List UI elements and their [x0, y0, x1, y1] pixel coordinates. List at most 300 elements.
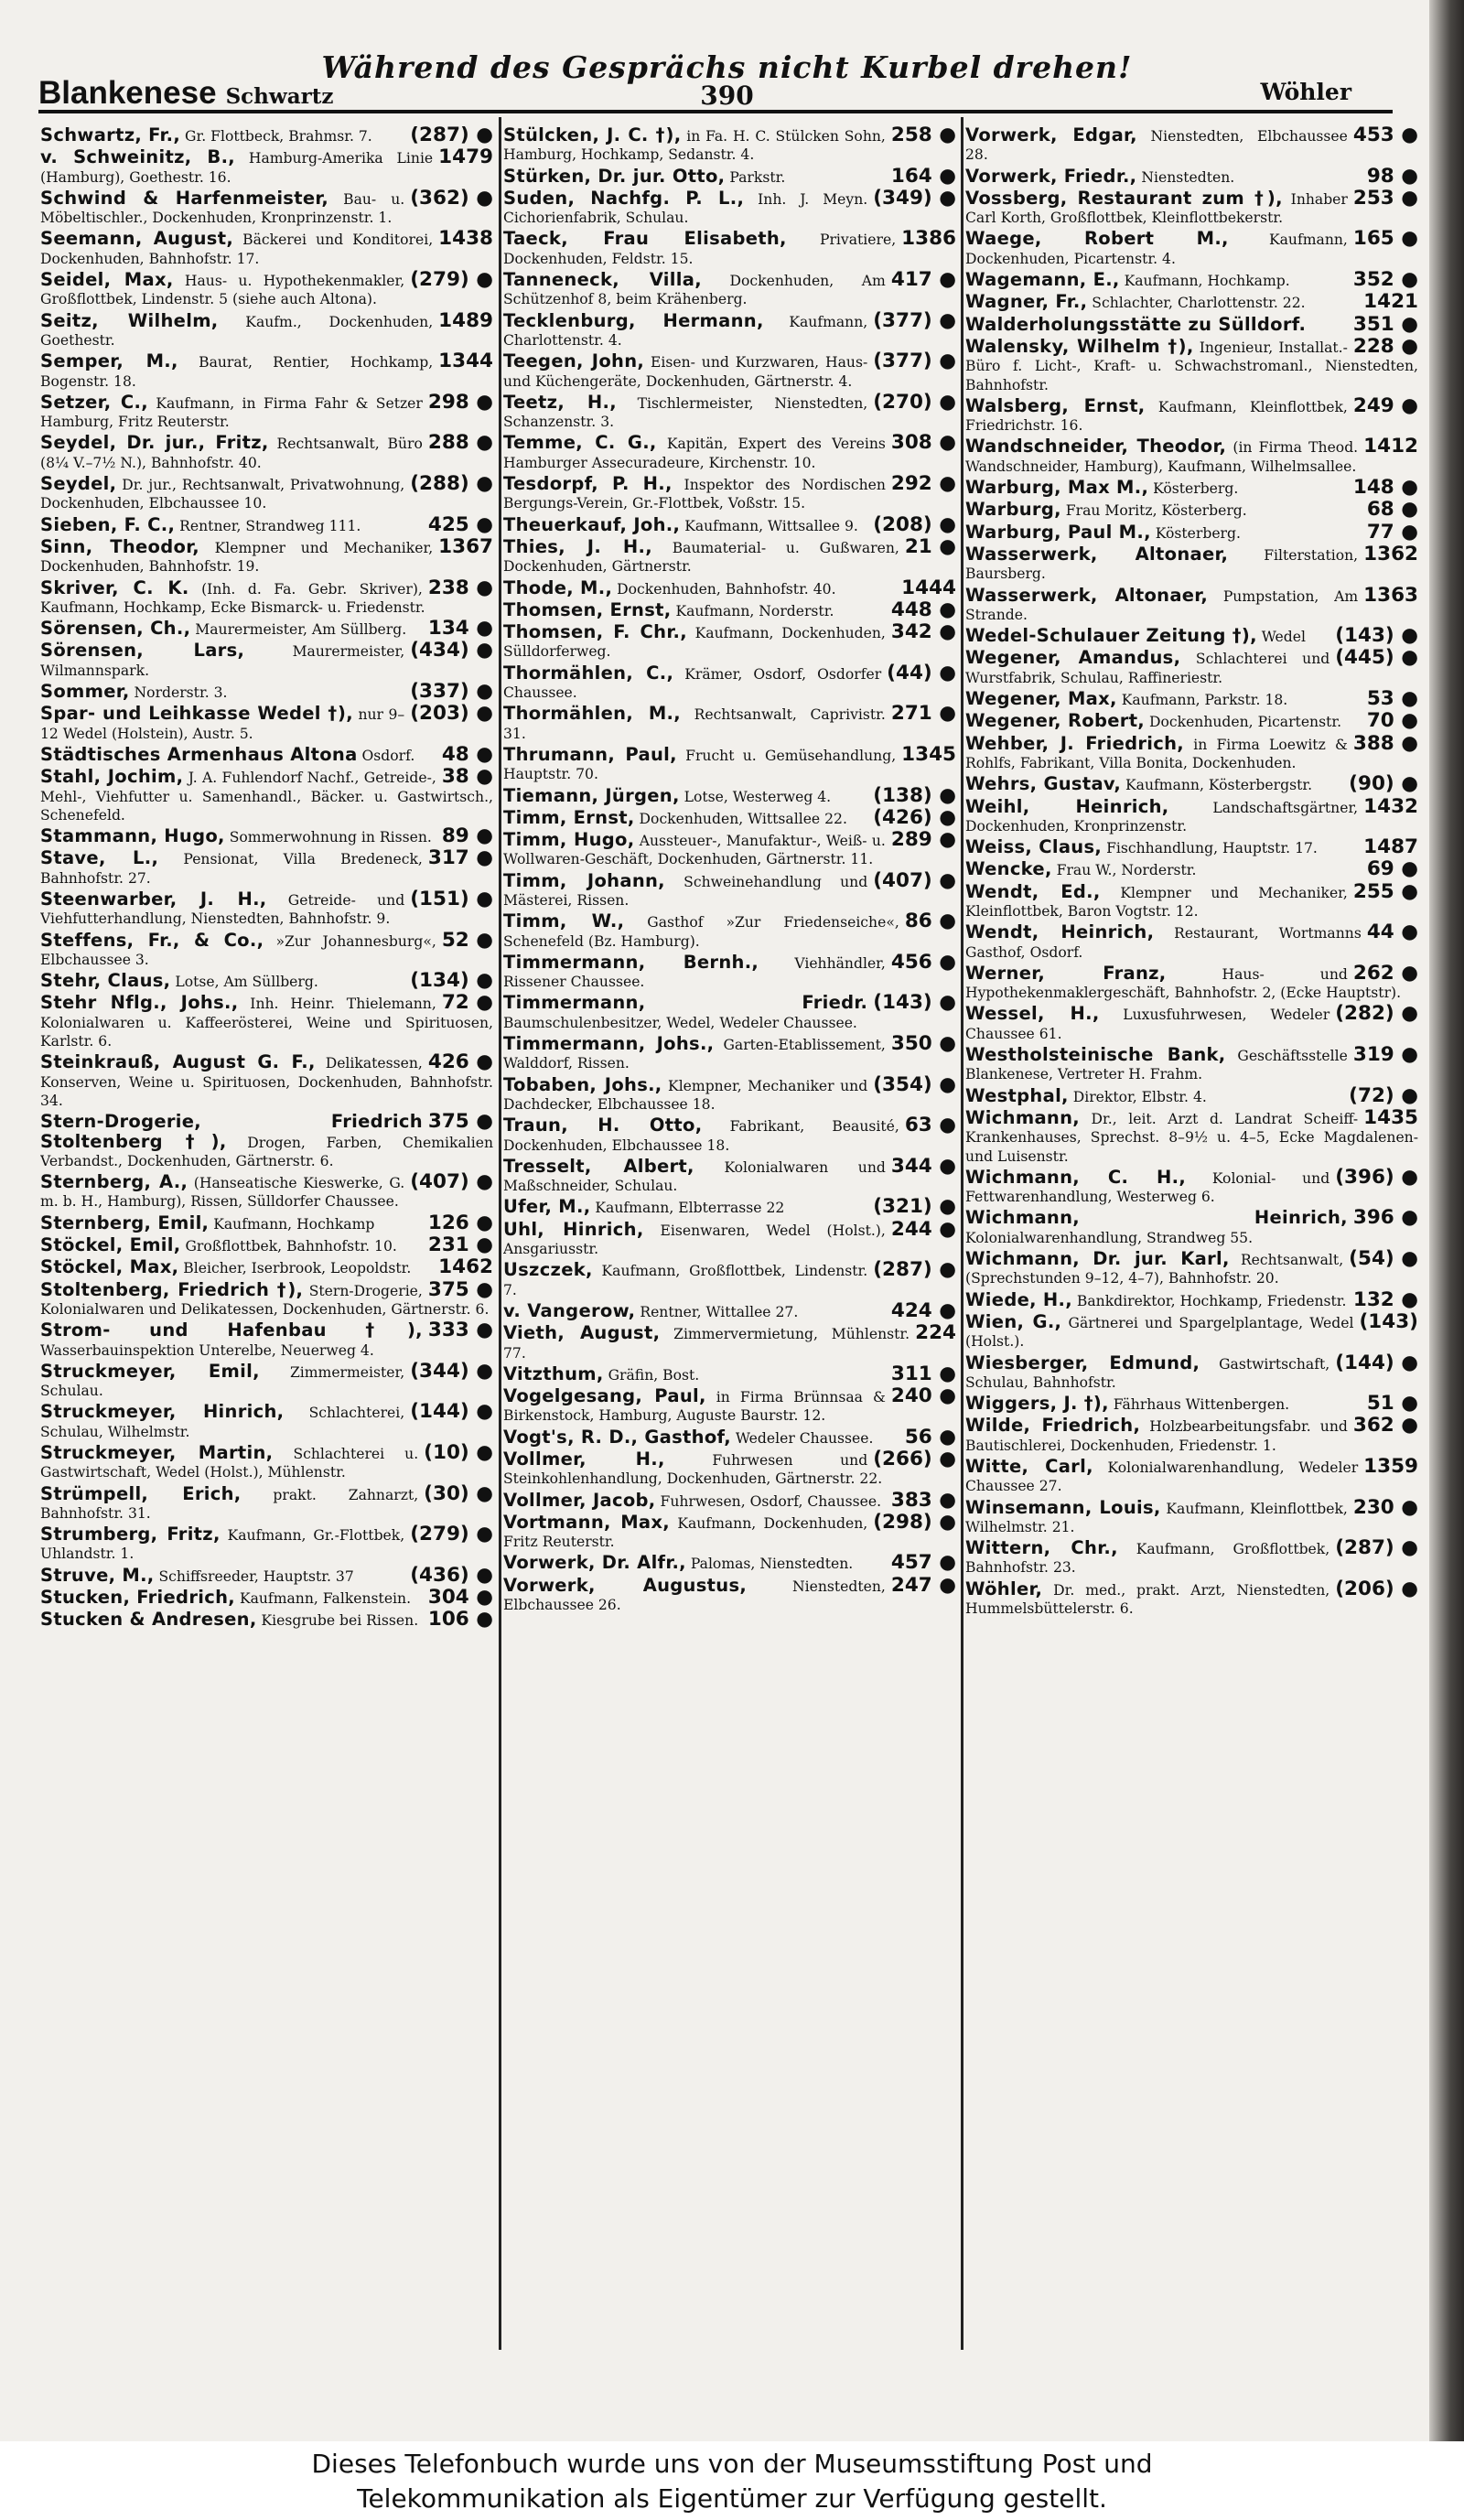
directory-entry [40, 742, 493, 766]
directory-entry [40, 1050, 493, 1110]
directory-entry [503, 620, 956, 662]
entry-description: Privatiere, Dockenhuden, Feldstr. 15. [503, 232, 897, 267]
phone-number: 1462 [438, 1255, 493, 1279]
entry-name: Thormählen, C., [503, 662, 674, 684]
entry-description: in Firma Loewitz & Rohlfs, Fabrikant, Villa Bonita, Dockenhuden. [965, 736, 1348, 771]
phone-number: (396) ● [1335, 1165, 1418, 1189]
phone-number: 417 ● [890, 268, 956, 292]
directory-entry [503, 912, 956, 951]
entry-name: Wichmann, C. H., [965, 1166, 1187, 1188]
entry-description: Dr. jur., Rechtsanwalt, Privatwohnung, Dockenhuden, Elbchaussee 10. [40, 477, 405, 512]
entry-name: Setzer, C., [40, 391, 148, 413]
entry-name: Timmermann, Friedr. [503, 992, 868, 1014]
directory-entry [503, 576, 956, 599]
phone-number: 453 ● [1352, 126, 1418, 146]
directory-entry [40, 431, 493, 472]
entry-description: Tischlermeister, Nienstedten, Schanzenstr. 3. [503, 394, 868, 431]
directory-entry [503, 512, 956, 536]
entry-description: Schlachterei u. Gastwirtschaft, Wedel (Holst.), Mühlenstr. [40, 1446, 419, 1481]
entry-name: Wessel, H., [965, 1003, 1100, 1025]
entry-description: Parkstr. [729, 168, 786, 186]
phone-number: (287) ● [873, 1258, 956, 1282]
directory-entry [40, 472, 493, 513]
entry-name: Seydel, [40, 473, 117, 495]
entry-description: (Inh. d. Fa. Gebr. Skriver), Kaufmann, Hochkamp, Ecke Bismarck- u. Friedenstr. [40, 580, 425, 616]
phone-number: 342 ● [890, 620, 956, 644]
entry-name: Walsberg, Ernst, [965, 394, 1146, 416]
directory-entry [965, 1536, 1418, 1578]
entry-name: Vitzthum, [503, 1362, 604, 1384]
phone-number: (143) [1359, 1309, 1418, 1333]
entry-name: Wencke, [965, 858, 1052, 880]
phone-number: 44 ● [1366, 921, 1418, 944]
directory-entry [503, 1154, 956, 1196]
phone-number: 68 ● [1366, 498, 1418, 522]
directory-entry [503, 1425, 956, 1448]
column-divider [499, 117, 501, 2350]
entry-description: Bankdirektor, Hochkamp, Friedenstr. [1076, 1292, 1347, 1309]
entry-description: Restaurant, Wortmanns Gasthof, Osdorf. [965, 925, 1362, 961]
directory-entry [965, 1002, 1418, 1043]
entry-name: Skriver, C. K. [40, 576, 189, 598]
entry-description: Schlachterei und Wurstfabrik, Schulau, Raffineriestr. [965, 651, 1330, 686]
entry-description: Bau- u. Möbeltischler., Dockenhuden, Kronprinzenstr. 1. [40, 190, 405, 227]
phone-number: 448 ● [890, 598, 956, 621]
entry-description: Kaufm., Dockenhuden, Goethestr. [40, 313, 434, 349]
phone-number: 21 ● [904, 534, 956, 558]
entry-name: Vogt's, R. D., Gasthof, [503, 1426, 731, 1448]
entry-name: Vorwerk, Augustus, [503, 1574, 748, 1596]
phone-number: 164 ● [890, 164, 956, 188]
phone-number: 238 ● [427, 576, 493, 599]
phone-number: 1438 [438, 227, 493, 251]
directory-entry [503, 1573, 956, 1615]
entry-name: Werner, Franz, [965, 962, 1167, 984]
entry-description: Krämer, Osdorf, Osdorfer Chaussee. [503, 665, 882, 702]
entry-description: Kaufmann, Dockenhuden, Sülldorferweg. [503, 625, 886, 661]
entry-name: Warburg, [965, 499, 1061, 521]
phone-number: 383 ● [890, 1488, 956, 1512]
phone-number: (349) ● [873, 186, 956, 210]
phone-number: 292 ● [890, 472, 956, 496]
directory-entry [503, 1384, 956, 1426]
entry-description: Maurermeister, Wilmannspark. [40, 643, 405, 679]
directory-entry [503, 828, 956, 869]
entry-name: Wasserwerk, Altonaer, [965, 584, 1209, 606]
entry-description: Norderstr. 3. [134, 684, 228, 702]
entry-name: Stülcken, J. C. †), [503, 126, 682, 145]
entry-description: Kaufmann, Dockenhuden, Picartenstr. 4. [965, 232, 1348, 267]
phone-number: 350 ● [890, 1032, 956, 1056]
directory-entry [503, 783, 956, 807]
entry-name: Thomsen, Ernst, [503, 598, 672, 620]
phone-number: 165 ● [1352, 227, 1418, 251]
phone-number: 70 ● [1366, 709, 1418, 733]
directory-entry [40, 991, 493, 1050]
directory-entry [503, 1195, 956, 1219]
directory-entry [40, 846, 493, 888]
entry-name: Wagner, Fr., [965, 291, 1088, 313]
entry-description: Bleicher, Iserbrook, Leopoldstr. [183, 1260, 412, 1277]
entry-description: Gastwirtschaft, Schulau, Bahnhofstr. [965, 1355, 1330, 1391]
phone-number: 224 [915, 1321, 956, 1345]
entry-description: Stern-Drogerie, Kolonialwaren und Delikatessen, Dockenhuden, Gärtnerstr. 6. [40, 1282, 490, 1318]
phone-number: 1421 [1363, 290, 1418, 314]
phone-number: 424 ● [890, 1298, 956, 1322]
entry-name: Vogelgesang, Paul, [503, 1385, 706, 1407]
directory-entry [40, 308, 493, 350]
entry-description: Dockenhuden, Am Schützenhof 8, beim Krähenberg. [503, 273, 886, 308]
footer-line-2: Telekommunikation als Eigentümer zur Verfügung gestellt. [357, 2483, 1107, 2514]
entry-description: Kaufmann, Kleinflottbek, Friedrichstr. 16. [965, 398, 1348, 435]
entry-name: Westholsteinische Bank, [965, 1044, 1226, 1066]
entry-description: Dockenhuden, Wittsallee 22. [639, 810, 847, 827]
entry-description: Kösterberg. [1155, 524, 1241, 542]
phone-number: 53 ● [1366, 687, 1418, 711]
directory-entry [40, 1211, 493, 1234]
phone-number: 240 ● [890, 1384, 956, 1408]
entry-description: Kaufmann, Parkstr. 18. [1121, 692, 1288, 709]
entry-description: Dockenhuden, Bahnhofstr. 40. [617, 580, 836, 598]
phone-number: (206) ● [1335, 1577, 1418, 1600]
entry-description: Rechtsanwalt, Büro (8¼ V.–7½ N.), Bahnhofstr. 40. [40, 436, 423, 471]
entry-description: Kaufmann, Hochkamp. [1124, 273, 1290, 290]
entry-description: Gr. Flottbeck, Brahmsr. 7. [185, 128, 372, 145]
directory-entry [965, 961, 1418, 1003]
phone-number: (298) ● [873, 1510, 956, 1534]
directory-entry [40, 145, 493, 187]
entry-description: Zimmervermietung, Mühlenstr. 77. [503, 1326, 910, 1362]
directory-entry [503, 598, 956, 621]
entry-description: Inhaber Carl Korth, Großflottbek, Kleinflottbekerstr. [965, 190, 1348, 227]
phone-number: 456 ● [890, 950, 956, 974]
entry-description: Kapitän, Expert des Vereins Hamburger Assecuradeure, Kirchenstr. 10. [503, 436, 886, 471]
directory-entry [965, 1083, 1418, 1107]
directory-entry [503, 308, 956, 350]
phone-number: (377) ● [873, 350, 956, 373]
entry-name: Stürken, Dr. jur. Otto, [503, 165, 726, 187]
phone-number: (203) ● [410, 702, 493, 726]
entry-name: Wagemann, E., [965, 269, 1120, 291]
page-number: 390 [700, 81, 754, 111]
phone-number: (279) ● [410, 1523, 493, 1546]
entry-name: Wegener, Max, [965, 688, 1117, 710]
entry-name: Wehrs, Gustav, [965, 773, 1122, 795]
phone-number: 1386 [901, 227, 956, 251]
directory-entry [40, 619, 493, 639]
phone-number: 319 ● [1352, 1043, 1418, 1067]
phone-number: 289 ● [890, 828, 956, 852]
header-to-name: Wöhler [1260, 79, 1351, 105]
phone-number: 1359 [1363, 1455, 1418, 1478]
directory-entry [965, 1043, 1418, 1084]
phone-number: 308 ● [890, 431, 956, 455]
phone-number: 304 ● [427, 1586, 493, 1610]
entry-description: Baurat, Rentier, Hochkamp, Bogenstr. 18. [40, 354, 434, 390]
directory-entry [965, 227, 1418, 268]
phone-number: 375 ● [427, 1277, 493, 1301]
entry-name: Stucken, Friedrich, [40, 1587, 235, 1609]
phone-number: 362 ● [1352, 1414, 1418, 1438]
phone-number: 255 ● [1352, 879, 1418, 903]
entry-name: Tesdorpf, P. H., [503, 473, 673, 495]
directory-entry [40, 352, 493, 391]
phone-number: 1432 [1363, 794, 1418, 818]
directory-entry [503, 950, 956, 992]
phone-number: (426) ● [873, 805, 956, 829]
entry-description: Kolonialwaren und Maßschneider, Schulau. [503, 1158, 886, 1195]
entry-name: Thormählen, M., [503, 703, 681, 725]
phone-number: (321) ● [873, 1195, 956, 1219]
entry-description: Inh. Heinr. Thielemann, Kolonialwaren u. Kaffeerösterei, Weine und Spirituosen, Karlstr. 6. [40, 996, 493, 1050]
directory-entry [965, 772, 1418, 796]
footer-line-1: Dieses Telefonbuch wurde uns von der Museumsstiftung Post und [311, 2449, 1153, 2479]
entry-name: Sörensen, Ch., [40, 618, 191, 640]
entry-name: Struve, M., [40, 1564, 155, 1586]
phone-number: 375 ● [427, 1110, 493, 1134]
directory-entry [503, 1217, 956, 1259]
entry-name: Teegen, John, [503, 350, 645, 372]
directory-entry [965, 1392, 1418, 1416]
entry-name: Wichmann, [965, 1106, 1080, 1128]
entry-description: Hamburg-Amerika Linie (Hamburg), Goethestr. 16. [40, 150, 434, 186]
directory-entry [503, 1551, 956, 1575]
entry-name: Vortmann, Max, [503, 1511, 670, 1533]
entry-description: Kaufmann, Kösterbergstr. [1125, 777, 1313, 794]
entry-description: Baumschulenbesitzer, Wedel, Wedeler Chaussee. [503, 1014, 857, 1031]
entry-name: Wendt, Ed., [965, 880, 1101, 902]
phone-number: 56 ● [904, 1425, 956, 1448]
phone-number: (445) ● [1335, 646, 1418, 670]
phone-number: (282) ● [1335, 1002, 1418, 1026]
phone-number: 333 ● [427, 1319, 493, 1342]
entry-description: (Hanseatische Kieswerke, G. m. b. H., Hamburg), Rissen, Sülldorfer Chaussee. [40, 1175, 405, 1211]
directory-entry [965, 520, 1418, 544]
phone-number: (30) ● [424, 1481, 493, 1505]
directory-entry [40, 1441, 493, 1482]
entry-name: Wandschneider, Theodor, [965, 436, 1227, 458]
phone-number: 63 ● [904, 1114, 956, 1137]
phone-number: 426 ● [427, 1050, 493, 1074]
entry-name: Timmermann, Bernh., [503, 951, 759, 973]
directory-entry [965, 1287, 1418, 1311]
entry-name: Wöhler, [965, 1578, 1043, 1599]
entry-name: Struckmeyer, Martin, [40, 1442, 274, 1463]
phone-number: (134) ● [410, 969, 493, 993]
directory-entry [40, 1400, 493, 1441]
directory-entry [503, 534, 956, 576]
directory-entry [503, 1072, 956, 1115]
entry-description: Direktor, Elbstr. 4. [1072, 1088, 1207, 1105]
directory-entry [503, 1298, 956, 1322]
entry-name: Sörensen, Lars, [40, 640, 245, 662]
directory-entry [40, 186, 493, 228]
entry-name: Stern-Drogerie, Friedrich Stoltenberg †), [40, 1111, 423, 1152]
directory-entry [40, 390, 493, 432]
entry-name: Sommer, [40, 681, 130, 703]
entry-description: Haus- und Hypothekenmaklergeschäft, Bahnhofstr. 2, (Ecke Hauptstr). [965, 965, 1402, 1002]
directory-entry [965, 857, 1418, 881]
directory-entry [40, 1255, 493, 1279]
phone-number: (144) ● [1335, 1351, 1418, 1374]
entry-name: Stahl, Jochim, [40, 766, 184, 788]
entry-description: Delikatessen, Konserven, Weine u. Spirituosen, Dockenhuden, Bahnhofstr. 34. [40, 1055, 493, 1109]
phone-number: 258 ● [890, 126, 956, 146]
directory-entry [40, 1359, 493, 1401]
entry-description: Kaufmann, Wittsallee 9. [684, 517, 858, 534]
phone-number: (143) ● [1335, 624, 1418, 648]
entry-description: Kaufmann, Kleinflottbek, Wilhelmstr. 21. [965, 1500, 1348, 1535]
directory-entry [965, 709, 1418, 733]
entry-name: Struckmeyer, Hinrich, [40, 1401, 285, 1423]
column-divider [961, 117, 963, 2350]
entry-name: Stammann, Hugo, [40, 825, 225, 847]
directory-entry [503, 352, 956, 391]
directory-entry [965, 923, 1418, 962]
entry-name: Stehr, Claus, [40, 970, 171, 992]
entry-description: Landschaftsgärtner, Dockenhuden, Kronprinzenstr. [965, 799, 1359, 835]
entry-description: (in Firma Theod. Wandschneider, Hamburg), Kaufmann, Wilhelmsallee. [965, 439, 1359, 475]
directory-entry [965, 186, 1418, 228]
directory-entry [40, 576, 493, 618]
directory-entry [503, 1488, 956, 1512]
entry-name: Temme, C. G., [503, 432, 657, 454]
entry-description: Schlachter, Charlottenstr. 22. [1092, 295, 1306, 312]
directory-entry [503, 702, 956, 743]
entry-description: Geschäftsstelle Blankenese, Vertreter H. Frahm. [965, 1048, 1348, 1083]
entry-name: Thrumann, Paul, [503, 743, 677, 765]
entry-description: Klempner und Mechaniker, Dockenhuden, Bahnhofstr. 19. [40, 539, 434, 576]
entry-description: Gasthof »Zur Friedenseiche«, Schenefeld (Bz. Hamburg). [503, 914, 899, 950]
entry-name: Seitz, Wilhelm, [40, 309, 219, 331]
directory-entry [40, 126, 493, 145]
directory-entry [40, 928, 493, 970]
entry-name: Uszczek, [503, 1259, 593, 1281]
entry-name: Thode, M., [503, 576, 613, 598]
phone-number: 457 ● [890, 1551, 956, 1575]
entry-description: Kaufmann, Dockenhuden, Fritz Reuterstr. [503, 1514, 868, 1551]
phone-number: 1444 [901, 576, 956, 599]
directory-entry [40, 1588, 493, 1608]
directory-entry [503, 1450, 956, 1489]
entry-description: Schlachterei, Schulau, Wilhelmstr. [40, 1405, 405, 1440]
entry-description: Nienstedten. [1141, 168, 1235, 186]
entry-name: Vollmer, Jacob, [503, 1489, 656, 1511]
phone-number: 231 ● [427, 1233, 493, 1257]
header-place-name: Blankenese [38, 75, 217, 111]
entry-description: Klempner, Mechaniker und Dachdecker, Elbchaussee 18. [503, 1077, 868, 1113]
entry-description: Kaufmann, Gr.-Flottbek, Uhlandstr. 1. [40, 1527, 405, 1563]
entry-description: Nienstedten, Elbchaussee 26. [503, 1578, 886, 1614]
directory-entry [965, 164, 1418, 188]
directory-entry [965, 1165, 1418, 1207]
entry-description: Rentner, Strandweg 111. [179, 517, 361, 534]
phone-number: 262 ● [1352, 961, 1418, 985]
entry-name: Wiede, H., [965, 1288, 1072, 1310]
phone-number: 249 ● [1352, 393, 1418, 417]
entry-name: Thomsen, F. Chr., [503, 621, 687, 643]
entry-description: Großflottbek, Bahnhofstr. 10. [185, 1238, 397, 1255]
entry-description: »Zur Johannesburg«, Elbchaussee 3. [40, 932, 436, 968]
phone-number: (266) ● [873, 1448, 956, 1470]
directory-entry [965, 1351, 1418, 1393]
entry-name: Timm, Johann, [503, 869, 665, 891]
directory-entry [965, 393, 1418, 436]
phone-number: 244 ● [890, 1217, 956, 1241]
phone-number: 288 ● [427, 431, 493, 455]
directory-entry [503, 868, 956, 910]
entry-description: Frucht u. Gemüsehandlung, Hauptstr. 70. [503, 747, 897, 783]
directory-entry [503, 472, 956, 513]
entry-name: Wittern, Chr., [965, 1537, 1118, 1559]
entry-description: Osdorf. [361, 747, 415, 764]
entry-name: Wedel-Schulauer Zeitung †), [965, 625, 1257, 647]
phone-number: 228 ● [1352, 334, 1418, 358]
phone-number: 51 ● [1366, 1392, 1418, 1416]
entry-name: Timm, W., [503, 910, 625, 932]
directory-entry [965, 268, 1418, 292]
entry-name: Strumberg, Fritz, [40, 1524, 221, 1545]
entry-name: Stave, L., [40, 847, 159, 869]
entry-name: Vorwerk, Edgar, [965, 126, 1137, 145]
phone-number: (44) ● [887, 661, 956, 684]
entry-description: Kaufmann, in Firma Fahr & Setzer Hamburg, Fritz Reuterstr. [40, 394, 423, 431]
directory-entry [965, 879, 1418, 921]
entry-name: Theuerkauf, Joh., [503, 513, 681, 535]
phone-number: 98 ● [1366, 164, 1418, 188]
directory-column-3 [965, 126, 1418, 2341]
directory-column-1 [40, 126, 493, 2341]
entry-description: Eisenwaren, Wedel (Holst.), Ansgariusstr. [503, 1222, 886, 1258]
directory-entry [40, 1321, 493, 1360]
directory-entry [40, 534, 493, 576]
entry-description: Garten-Etablissement, Walddorf, Rissen. [503, 1037, 886, 1072]
directory-entry [965, 1416, 1418, 1455]
phone-number: 247 ● [890, 1573, 956, 1597]
directory-column-2 [503, 126, 956, 2341]
entry-description: Rechtsanwalt, (Sprechstunden 9–12, 4–7), Bahnhofstr. 20. [965, 1252, 1344, 1287]
entry-name: Wichmann, Heinrich, [965, 1207, 1348, 1229]
entry-name: Uhl, Hinrich, [503, 1218, 644, 1240]
phone-number: (344) ● [410, 1359, 493, 1383]
entry-name: Vossberg, Restaurant zum †), [965, 187, 1283, 209]
directory-entry [40, 512, 493, 536]
phone-number: (434) ● [410, 639, 493, 662]
directory-entry [503, 1032, 956, 1073]
entry-description: nur 9–12 Wedel (Holstein), Austr. 5. [40, 706, 405, 742]
entry-description: Viehhändler, Rissener Chaussee. [503, 954, 886, 991]
phone-number: 126 ● [427, 1211, 493, 1234]
entry-name: Wendt, Heinrich, [965, 921, 1155, 943]
entry-name: Westphal, [965, 1084, 1069, 1106]
entry-name: Seidel, Max, [40, 269, 174, 291]
directory-entry [965, 476, 1418, 500]
directory-entry [503, 661, 956, 703]
entry-name: Wichmann, Dr. jur. Karl, [965, 1248, 1230, 1270]
entry-name: Weiss, Claus, [965, 836, 1103, 858]
phone-number: 1487 [1363, 835, 1418, 859]
header-motto: Während des Gesprächs nicht Kurbel drehen! [321, 49, 1133, 85]
entry-description: Baumaterial- u. Gußwaren, Dockenhuden, Gärtnerstr. [503, 539, 899, 576]
entry-name: Taeck, Frau Elisabeth, [503, 228, 787, 250]
entry-name: Timm, Ernst, [503, 806, 635, 828]
phone-number: 230 ● [1352, 1495, 1418, 1519]
directory-entry [965, 312, 1418, 336]
entry-name: Traun, H. Otto, [503, 1115, 703, 1136]
phone-number: (90) ● [1349, 772, 1418, 796]
directory-entry [965, 1577, 1418, 1619]
entry-name: Steenwarber, J. H., [40, 888, 267, 910]
